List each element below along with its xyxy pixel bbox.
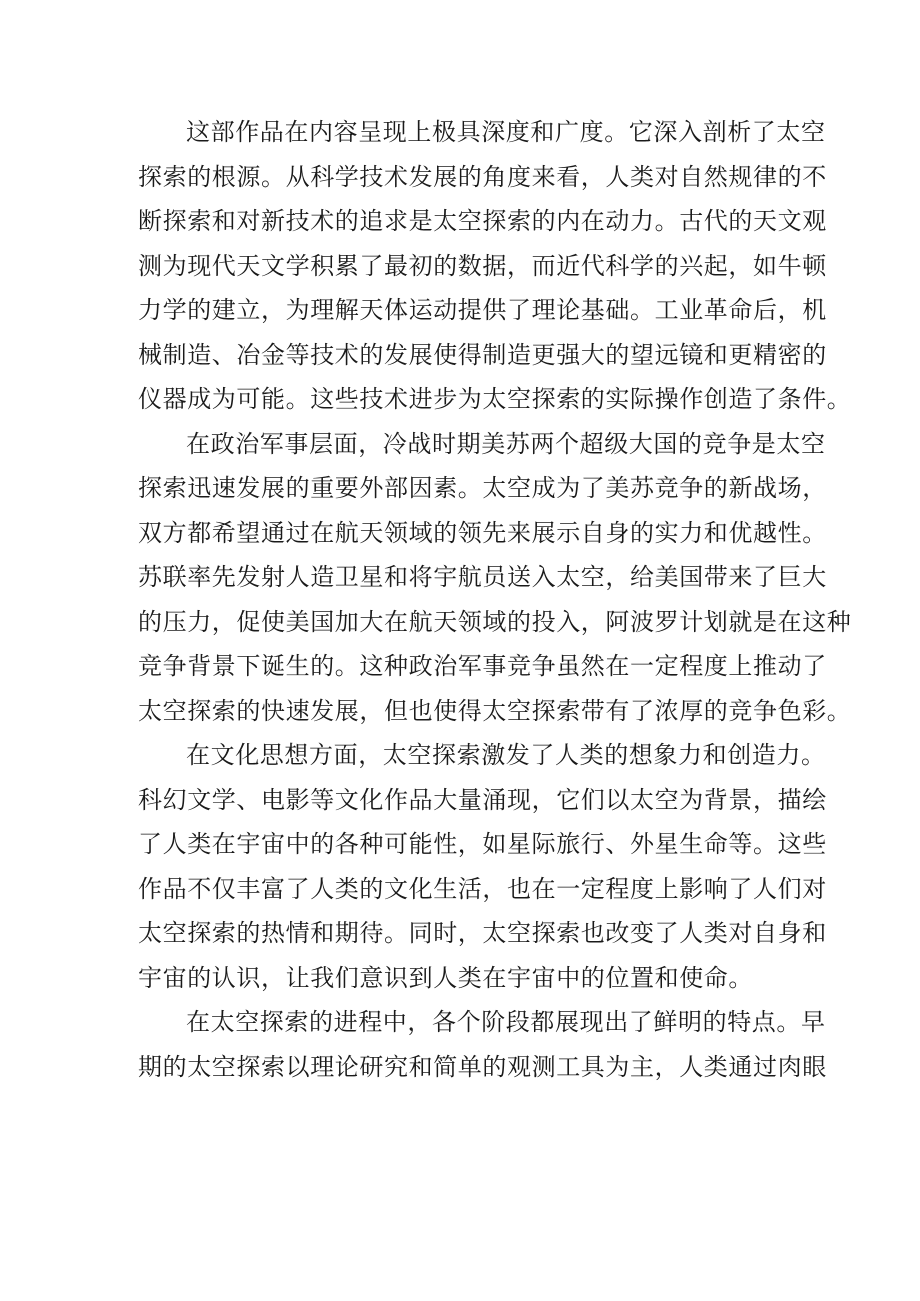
text-line: 科幻文学、电影等文化作品大量涌现，它们以太空为背景，描绘: [138, 785, 827, 814]
text-line: 了人类在宇宙中的各种可能性，如星际旅行、外星生命等。这些: [138, 830, 827, 858]
text-line: 力学的建立，为理解天体运动提供了理论基础。工业革命后，机: [138, 296, 827, 324]
paragraph-2: [138, 422, 852, 734]
text-line: 双方都希望通过在航天领域的领先来展示自身的实力和优越性。: [138, 518, 827, 547]
text-line: 太空探索的热情和期待。同时，太空探索也改变了人类对自身和: [138, 919, 827, 947]
text-line: 探索的根源。从科学技术发展的角度来看，人类对自然规律的不: [138, 162, 827, 191]
paragraph-3: [138, 733, 827, 1000]
text-line: 这部作品在内容呈现上极具深度和广度。它深入剖析了太空: [186, 118, 826, 146]
text-line: 在太空探索的进程中，各个阶段都展现出了鲜明的特点。早: [186, 1008, 826, 1036]
text-line: 期的太空探索以理论研究和简单的观测工具为主，人类通过肉眼: [138, 1052, 827, 1081]
text-line: 断探索和对新技术的追求是太空探索的内在动力。古代的天文观: [138, 207, 827, 235]
text-line: 作品不仅丰富了人类的文化生活，也在一定程度上影响了人们对: [138, 874, 827, 903]
paragraph-1: [138, 110, 852, 422]
text-line: 在政治军事层面，冷战时期美苏两个超级大国的竞争是太空: [186, 429, 826, 458]
text-line: 苏联率先发射人造卫星和将宇航员送入太空，给美国带来了巨大: [138, 563, 827, 591]
text-line: 宇宙的认识，让我们意识到人类在宇宙中的位置和使命。: [138, 963, 753, 992]
body-text: [138, 110, 852, 1089]
text-line: 测为现代天文学积累了最初的数据，而近代科学的兴起，如牛顿: [138, 251, 827, 280]
text-line: 械制造、冶金等技术的发展使得制造更强大的望远镜和更精密的: [138, 340, 827, 369]
text-line: 仪器成为可能。这些技术进步为太空探索的实际操作创造了条件。: [138, 385, 852, 413]
text-line: 探索迅速发展的重要外部因素。太空成为了美苏竞争的新战场，: [138, 474, 827, 502]
text-line: 竞争背景下诞生的。这种政治军事竞争虽然在一定程度上推动了: [138, 652, 827, 680]
text-line: 的压力，促使美国加大在航天领域的投入，阿波罗计划就是在这种: [138, 607, 852, 636]
paragraph-4: [138, 1000, 827, 1089]
text-line: 在文化思想方面，太空探索激发了人类的想象力和创造力。: [186, 741, 826, 769]
text-line: 太空探索的快速发展，但也使得太空探索带有了浓厚的竞争色彩。: [138, 696, 852, 725]
